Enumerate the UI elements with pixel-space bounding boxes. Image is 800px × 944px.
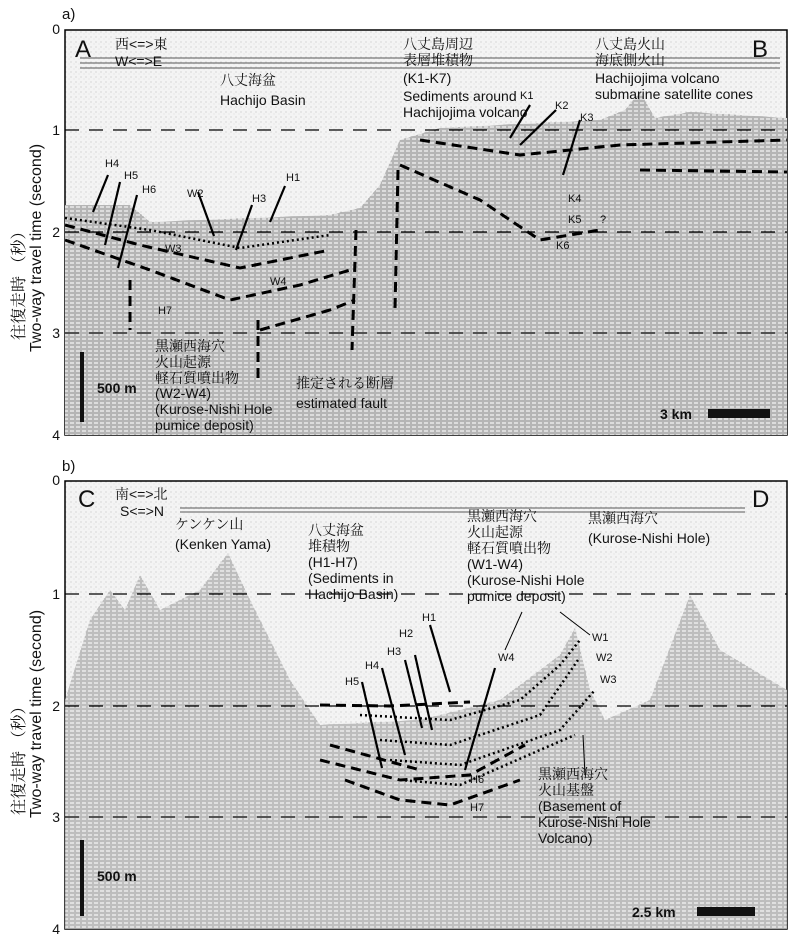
horizon-label: H5	[124, 170, 139, 182]
y-tick: 1	[52, 586, 60, 602]
k-label: K6	[556, 240, 570, 252]
pumice-en: (Kurose-Nishi Hole pumice deposit)	[155, 401, 273, 433]
horizon-label: H4	[105, 158, 120, 170]
y-tick: 0	[52, 21, 60, 37]
horizontal-scale-label: 3 km	[660, 406, 692, 422]
horizon-label: H5	[345, 676, 360, 688]
end-c: C	[78, 486, 96, 513]
w-label: W4	[498, 652, 515, 664]
hole-en: (Kurose-Nishi Hole)	[588, 530, 711, 546]
y-tick: 2	[52, 698, 60, 714]
fault-jp: 推定される断層	[296, 375, 394, 391]
direction-jp: 南<=>北	[115, 486, 168, 502]
horizontal-scale-label: 2.5 km	[632, 904, 676, 920]
y-tick: 4	[52, 921, 60, 937]
horizon-label: H6	[470, 774, 485, 786]
y-axis-label-jp: 往復走時 （秒）	[11, 223, 28, 340]
y-axis-label-en: Two-way travel time (second)	[28, 609, 45, 818]
horizon-label: H1	[286, 172, 301, 184]
horizon-label: H6	[142, 184, 157, 196]
sediments-range: (K1-K7)	[403, 70, 452, 86]
w-label: W4	[270, 276, 287, 288]
panel-a-label: a)	[62, 6, 76, 23]
vertical-scale-label: 500 m	[97, 868, 137, 884]
horizon-label: H3	[252, 193, 267, 205]
fault-en: estimated fault	[296, 395, 388, 411]
end-d: D	[752, 486, 770, 513]
basement-label: 黒瀬西海穴 火山基盤 (Basement of Kurose-Nishi Hole Volcano)	[538, 766, 651, 846]
question-mark: ?	[600, 214, 607, 226]
hole-jp: 黒瀬西海穴	[588, 510, 658, 526]
w-label: W2	[187, 188, 204, 200]
w-label: W2	[596, 652, 613, 664]
k-label: K2	[555, 100, 569, 112]
basin-sediments-label: 八丈海盆 堆積物 (H1-H7) (Sediments in Hachijo Basin)	[308, 522, 399, 602]
pumice-range: (W2-W4)	[155, 385, 211, 401]
kenken-jp: ケンケン山	[175, 516, 244, 532]
horizon-label: H7	[158, 305, 173, 317]
y-tick: 4	[52, 427, 60, 443]
basin-jp: 八丈海盆	[220, 72, 276, 88]
end-a: A	[75, 36, 92, 63]
pumice-label: 黒瀬西海穴 火山起源 軽石質噴出物 (W1-W4) (Kurose-Nishi Hole pumice deposit)	[467, 508, 585, 604]
kenken-en: (Kenken Yama)	[175, 536, 271, 552]
y-tick: 1	[52, 122, 60, 138]
w-label: W1	[592, 632, 609, 644]
w-label: W3	[600, 674, 617, 686]
w-label: W3	[165, 243, 182, 255]
scale-bar-2-5km	[697, 907, 755, 916]
k-label: K4	[568, 193, 582, 205]
horizon-label: H3	[387, 646, 402, 658]
k-label: K1	[520, 90, 534, 102]
horizon-label: H1	[422, 612, 437, 624]
scale-bar-3km	[708, 409, 770, 418]
vertical-scale-label: 500 m	[97, 380, 137, 396]
horizon-label: H2	[399, 628, 414, 640]
end-b: B	[752, 36, 769, 63]
direction-jp: 西<=>東	[115, 36, 168, 52]
direction-en: S<=>N	[120, 503, 164, 519]
y-tick: 2	[52, 224, 60, 240]
k-label: K3	[580, 112, 594, 124]
horizon-label: H4	[365, 660, 380, 672]
k-label: K5	[568, 214, 582, 226]
y-tick: 0	[52, 472, 60, 488]
basin-en: Hachijo Basin	[220, 92, 306, 108]
cones-jp: 八丈島火山 海底側火山	[595, 36, 665, 68]
horizon-label: H7	[470, 802, 485, 814]
cones-en: Hachijojima volcano submarine satellite cones	[595, 70, 753, 102]
panel-b-section	[65, 481, 787, 929]
sediments-jp: 八丈島周辺 表層堆積物	[403, 36, 473, 68]
y-tick: 3	[52, 809, 60, 825]
y-axis-label-en: Two-way travel time (second)	[28, 143, 45, 352]
direction-en: W<=>E	[115, 53, 163, 69]
pumice-jp: 黒瀬西海穴 火山起源 軽石質噴出物	[155, 338, 239, 386]
y-axis-label-jp: 往復走時 （秒）	[11, 698, 28, 815]
y-tick: 3	[52, 325, 60, 341]
sediments-en: Sediments around Hachijojima volcano	[403, 88, 528, 120]
panel-b-label: b)	[62, 458, 76, 475]
